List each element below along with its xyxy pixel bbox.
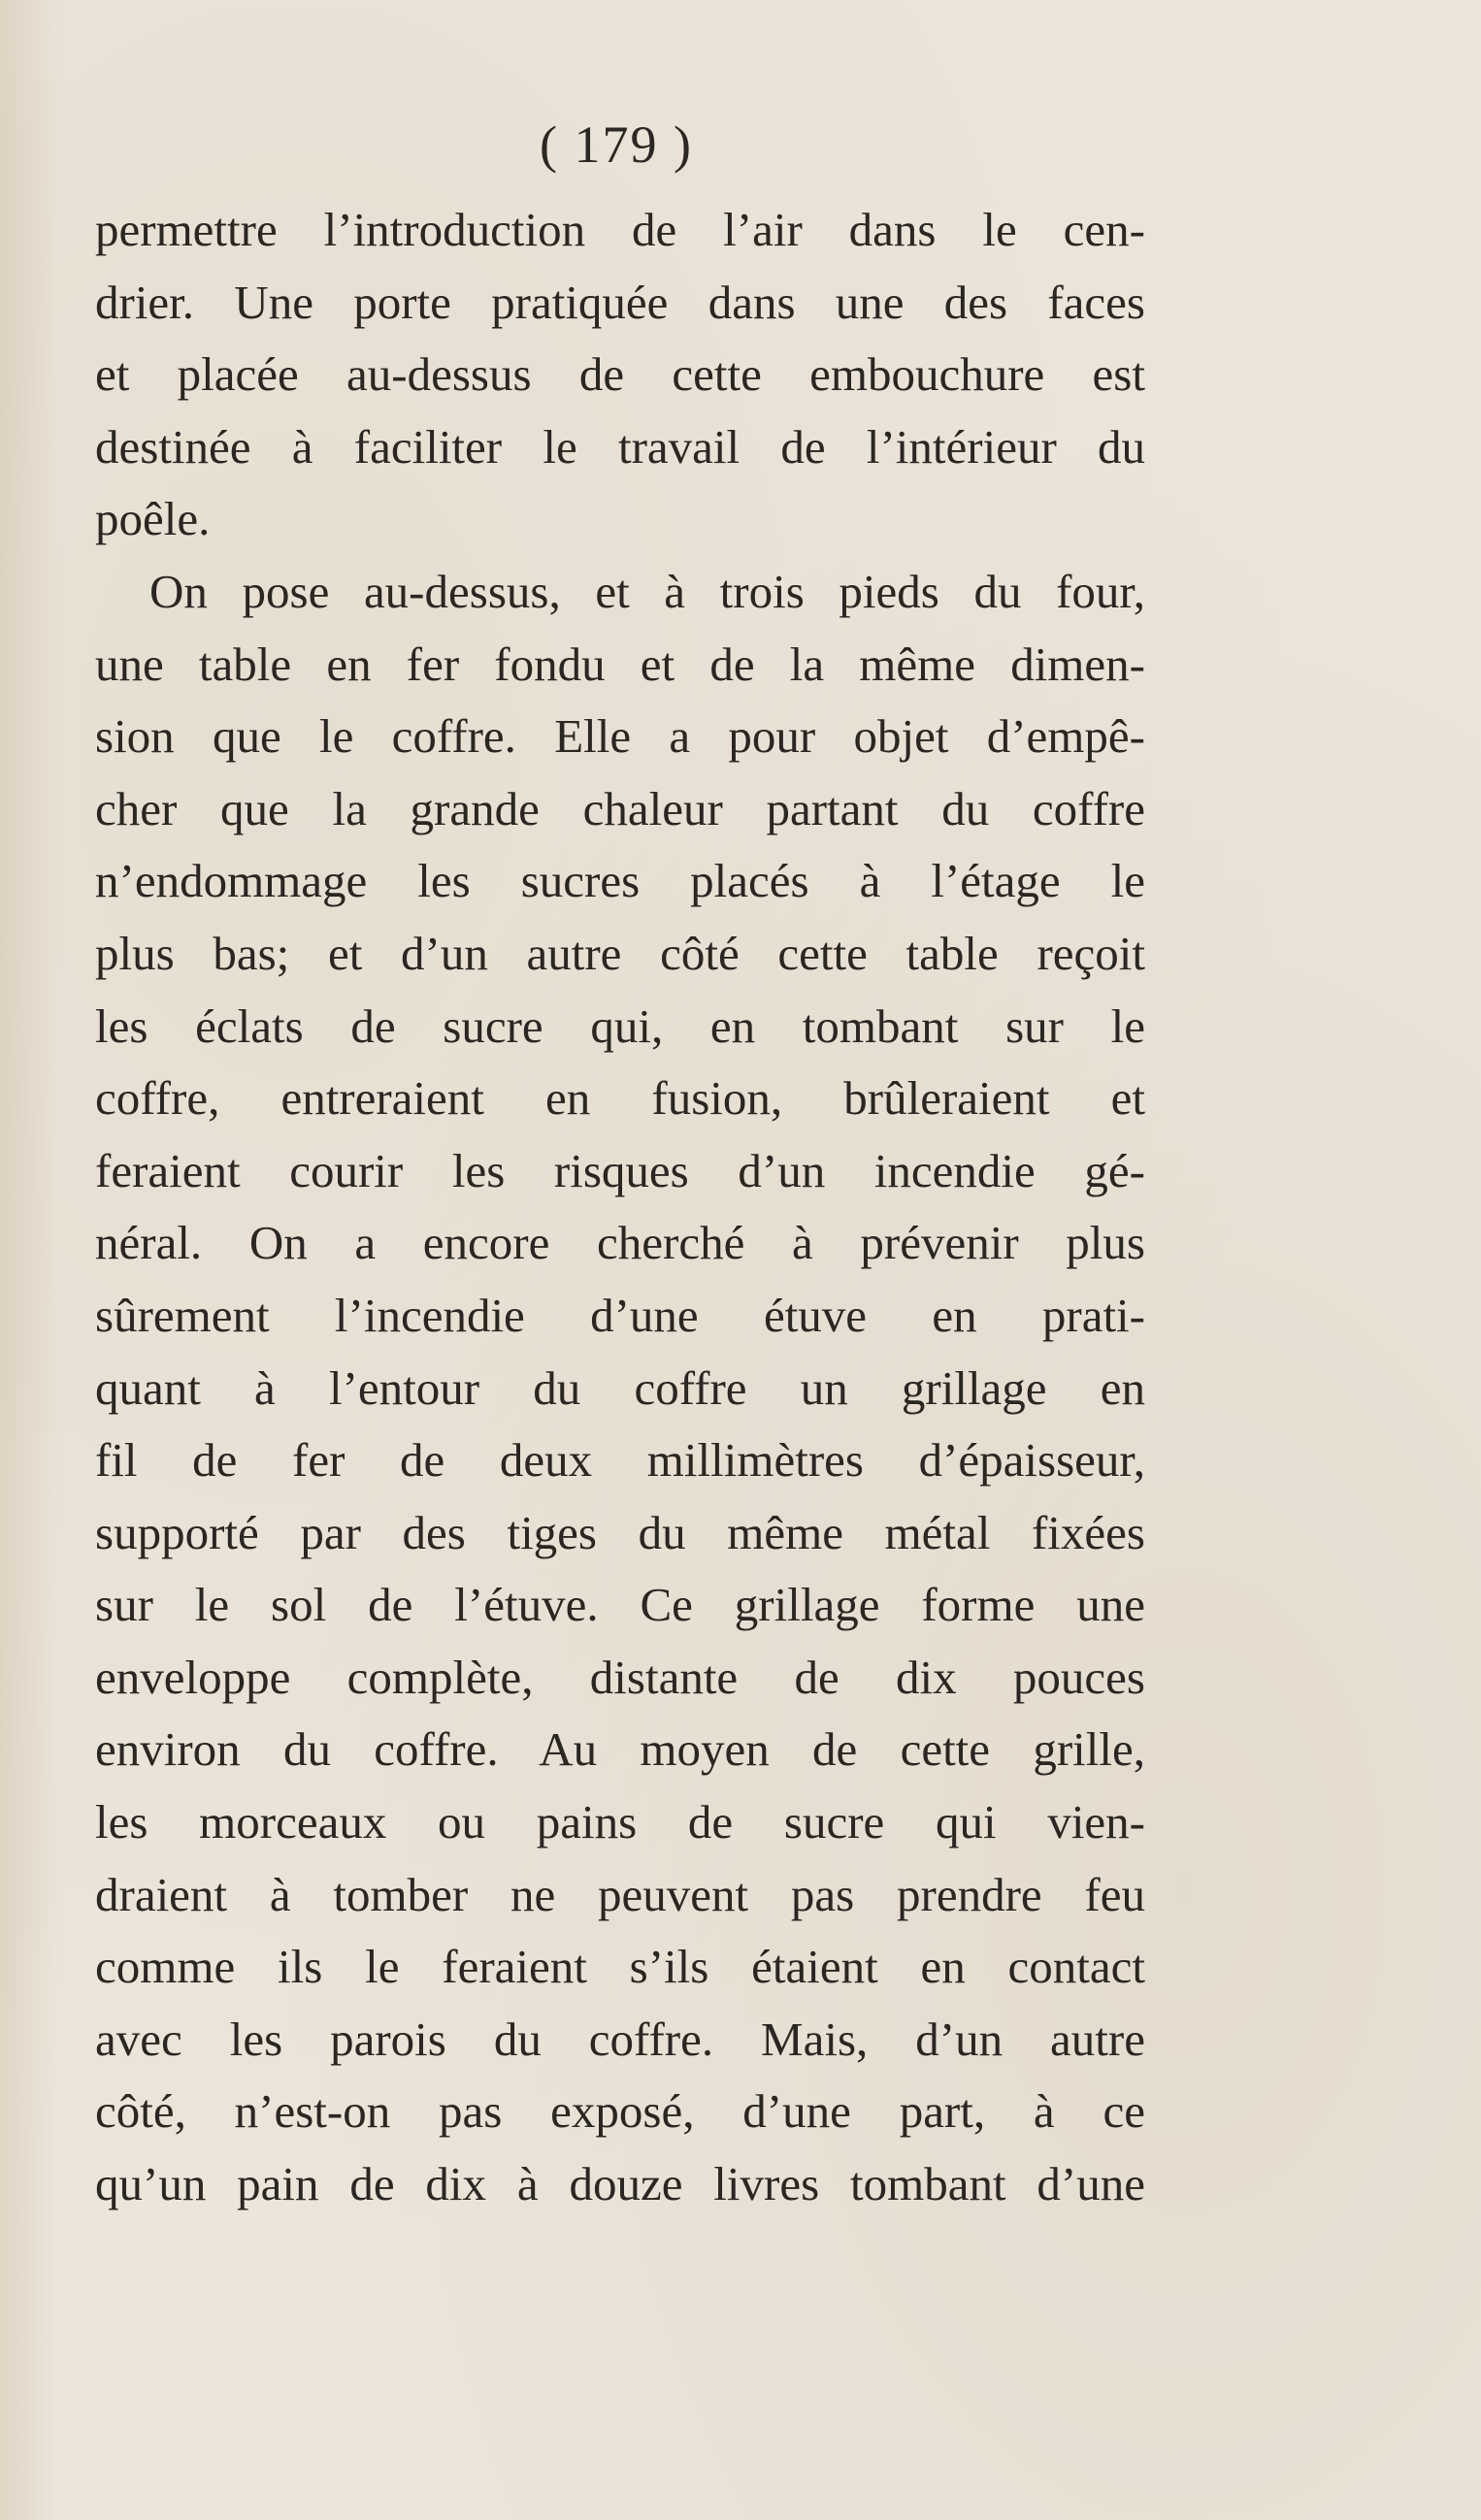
- text-line: sur le sol de l’étuve. Ce grillage forme une: [95, 1578, 1145, 1632]
- text-line: les morceaux ou pains de sucre qui vien-: [95, 1795, 1145, 1849]
- text-line: draient à tomber ne peuvent pas prendre feu: [95, 1867, 1145, 1921]
- text-line: enveloppe complète, distante de dix pouces: [95, 1650, 1145, 1704]
- text-line: supporté par des tiges du même métal fixées: [95, 1505, 1145, 1559]
- text-line: néral. On a encore cherché à prévenir plus: [95, 1216, 1145, 1270]
- text-line: feraient courir les risques d’un incendie gé-: [95, 1143, 1145, 1197]
- text-line: fil de fer de deux millimètres d’épaisseur,: [95, 1433, 1145, 1488]
- text-line: drier. Une porte pratiquée dans une des faces: [95, 275, 1145, 329]
- text-line: plus bas; et d’un autre côté cette table reçoit: [95, 926, 1145, 980]
- text-line: comme ils le feraient s’ils étaient en contact: [95, 1940, 1145, 1994]
- text-line: sion que le coffre. Elle a pour objet d’empê-: [95, 709, 1145, 764]
- text-line: qu’un pain de dix à douze livres tombant d’une: [95, 2157, 1145, 2211]
- text-line: et placée au-dessus de cette embouchure est: [95, 347, 1145, 402]
- text-line: sûrement l’incendie d’une étuve en prati-: [95, 1288, 1145, 1342]
- text-line: cher que la grande chaleur partant du coffre: [95, 781, 1145, 835]
- text-line: quant à l’entour du coffre un grillage en: [95, 1360, 1145, 1415]
- text-line: n’endommage les sucres placés à l’étage le: [95, 854, 1145, 908]
- text-line: poêle.: [95, 492, 211, 546]
- text-line: destinée à faciliter le travail de l’intérieur du: [95, 419, 1145, 474]
- text-line: coffre, entreraient en fusion, brûleraient et: [95, 1071, 1145, 1126]
- text-line: les éclats de sucre qui, en tombant sur le: [95, 998, 1145, 1053]
- page-number: ( 179 ): [540, 115, 693, 174]
- text-line: côté, n’est-on pas exposé, d’une part, à ce: [95, 2084, 1145, 2139]
- text-line: permettre l’introduction de l’air dans le cen-: [95, 203, 1145, 256]
- text-line: avec les parois du coffre. Mais, d’un autre: [95, 2012, 1145, 2066]
- text-line: environ du coffre. Au moyen de cette grille,: [95, 1722, 1145, 1777]
- text-line: une table en fer fondu et de la même dimen-: [95, 637, 1145, 691]
- text-line: On pose au-dessus, et à trois pieds du four,: [149, 564, 1145, 618]
- body-text: [95, 194, 1145, 2221]
